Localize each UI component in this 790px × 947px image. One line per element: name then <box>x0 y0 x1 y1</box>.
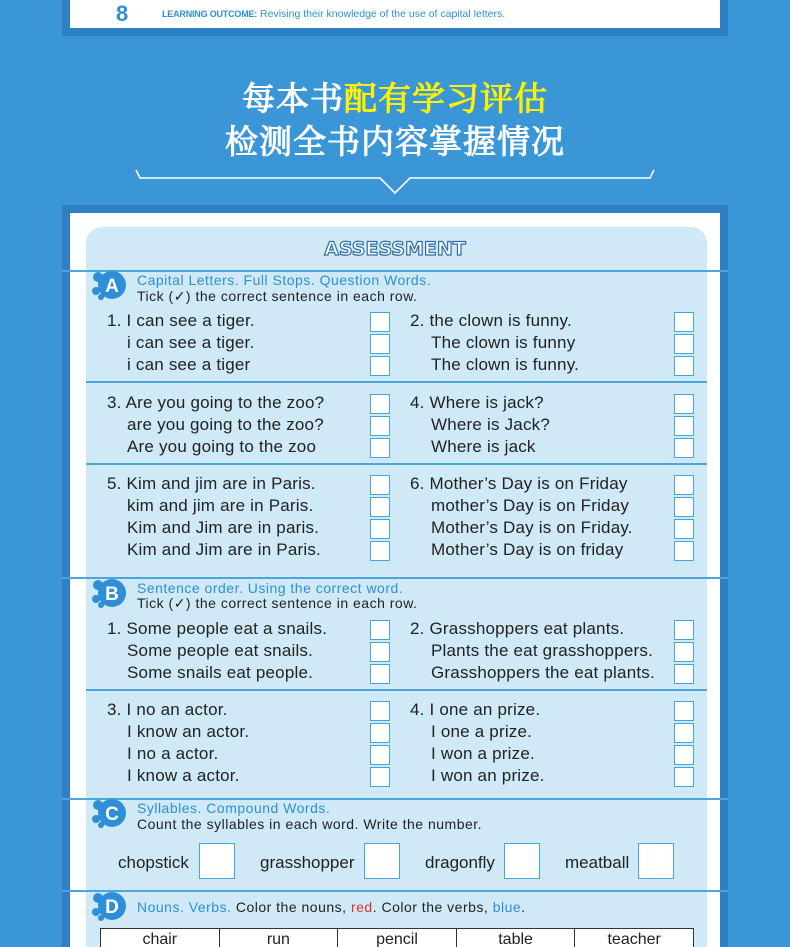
q5-option-4: Kim and Jim are in Paris. <box>127 540 321 559</box>
b4-checkbox-2[interactable] <box>674 723 694 743</box>
word-cell[interactable]: pencil <box>338 929 457 947</box>
badge-b-icon <box>90 575 128 609</box>
q4-option-3: Where is jack <box>431 437 536 456</box>
top-strip <box>62 0 728 36</box>
top-strip-inner <box>70 0 720 28</box>
b1-checkbox-1[interactable] <box>370 620 390 640</box>
chevron-divider-icon <box>134 166 656 196</box>
section-b-line <box>62 577 728 579</box>
question-1 <box>107 310 255 376</box>
page-number: 8 <box>116 1 129 26</box>
badge-d-icon <box>90 888 128 922</box>
svg-text:B: B <box>105 584 119 605</box>
section-a-title: Capital Letters. Full Stops. Question Words. <box>137 272 432 288</box>
word-cell[interactable]: run <box>220 929 339 947</box>
q4-option-2: Where is Jack? <box>431 415 551 434</box>
section-d-blue: blue <box>492 899 522 915</box>
word-cell[interactable]: table <box>457 929 576 947</box>
q5-checkbox-2[interactable] <box>370 497 390 517</box>
b4-checkbox-4[interactable] <box>674 767 694 787</box>
word-cell[interactable]: chair <box>101 929 220 947</box>
section-d-title: Nouns. Verbs. <box>137 899 232 915</box>
headline-part-a: 每本书 <box>242 79 344 118</box>
section-d-red: red <box>350 899 373 915</box>
b1-option-3: Some snails eat people. <box>127 663 314 682</box>
syllable-word-1: chopstick <box>118 853 189 872</box>
syllable-answer-1[interactable] <box>199 843 235 879</box>
q6-option-3: Mother’s Day is on Friday. <box>431 518 633 537</box>
q2-checkbox-2[interactable] <box>674 334 694 354</box>
b1-option-2: Some people eat snails. <box>127 641 314 660</box>
q2-option-3: The clown is funny. <box>431 355 580 374</box>
q4-checkbox-3[interactable] <box>674 438 694 458</box>
section-d-header <box>137 899 526 915</box>
q2-checkbox-1[interactable] <box>674 312 694 332</box>
b4-option-4: I won an prize. <box>431 766 545 785</box>
b3-option-1: 3. I no an actor. <box>107 700 228 719</box>
word-cell[interactable]: teacher <box>607 931 661 947</box>
b2-option-1: 2. Grasshoppers eat plants. <box>410 619 625 638</box>
badge-a-icon <box>90 267 128 301</box>
badge-c-icon <box>90 795 128 829</box>
learning-outcome-text: Revising their knowledge of the use of capital letters. <box>257 8 506 20</box>
syllable-answer-3[interactable] <box>504 843 540 879</box>
q3-option-1: 3. Are you going to the zoo? <box>107 393 325 412</box>
syllable-answer-4[interactable] <box>638 843 674 879</box>
svg-text:D: D <box>105 897 119 918</box>
headline-line-1 <box>0 73 790 120</box>
b2-option-3: Grasshoppers the eat plants. <box>431 663 655 682</box>
q1-option-1: 1. I can see a tiger. <box>107 311 255 330</box>
question-b3 <box>107 699 249 787</box>
q3-option-3: Are you going to the zoo <box>127 437 317 456</box>
learning-outcome <box>162 8 505 20</box>
headline-highlight: 配有学习评估 <box>344 79 548 118</box>
q1-checkbox-1[interactable] <box>370 312 390 332</box>
b2-checkbox-3[interactable] <box>674 664 694 684</box>
b3-checkbox-4[interactable] <box>370 767 390 787</box>
question-b1 <box>107 618 327 684</box>
question-5 <box>107 473 321 561</box>
b4-option-1: 4. I one an prize. <box>410 700 541 719</box>
section-d-text-c: . <box>521 899 526 915</box>
q6-checkbox-3[interactable] <box>674 519 694 539</box>
b4-option-2: I one a prize. <box>431 722 533 741</box>
row-divider <box>86 381 707 383</box>
q6-checkbox-4[interactable] <box>674 541 694 561</box>
q6-option-2: mother’s Day is on Friday <box>431 496 630 515</box>
assessment-title: ASSESSMENT <box>324 238 466 260</box>
q6-option-4: Mother’s Day is on friday <box>431 540 624 559</box>
q5-checkbox-3[interactable] <box>370 519 390 539</box>
b3-checkbox-3[interactable] <box>370 745 390 765</box>
q3-option-2: are you going to the zoo? <box>127 415 324 434</box>
b3-option-2: I know an actor. <box>127 722 250 741</box>
question-6 <box>410 473 633 561</box>
q1-checkbox-3[interactable] <box>370 356 390 376</box>
q1-option-2: i can see a tiger. <box>127 333 255 352</box>
q2-option-1: 2. the clown is funny. <box>410 311 572 330</box>
headline-line-2: 检测全书内容掌握情况 <box>225 122 565 161</box>
section-c-title: Syllables. Compound Words. <box>137 800 331 816</box>
section-d-line <box>62 890 728 892</box>
b3-option-4: I know a actor. <box>127 766 240 785</box>
question-3 <box>107 392 324 458</box>
q1-option-3: i can see a tiger <box>127 355 251 374</box>
q1-checkbox-2[interactable] <box>370 334 390 354</box>
section-d-text-a: Color the nouns, <box>231 899 351 915</box>
learning-outcome-label: LEARNING OUTCOME: <box>162 9 258 19</box>
section-b-title: Sentence order. Using the correct word. <box>137 580 404 596</box>
q4-checkbox-2[interactable] <box>674 416 694 436</box>
section-a-instructions: Tick (✓) the correct sentence in each row. <box>137 288 418 304</box>
q5-checkbox-1[interactable] <box>370 475 390 495</box>
q6-checkbox-2[interactable] <box>674 497 694 517</box>
q4-option-1: 4. Where is jack? <box>410 393 544 412</box>
q6-checkbox-1[interactable] <box>674 475 694 495</box>
row-divider <box>86 689 707 691</box>
b4-checkbox-1[interactable] <box>674 701 694 721</box>
row-divider <box>86 463 707 465</box>
section-d-text-b: . Color the verbs, <box>372 899 493 915</box>
q5-option-3: Kim and Jim are in paris. <box>127 518 320 537</box>
q3-checkbox-3[interactable] <box>370 438 390 458</box>
b1-checkbox-3[interactable] <box>370 664 390 684</box>
q4-checkbox-1[interactable] <box>674 394 694 414</box>
q6-option-1: 6. Mother’s Day is on Friday <box>410 474 628 493</box>
syllable-word-4: meatball <box>565 853 630 872</box>
question-4 <box>410 392 550 458</box>
b3-option-3: I no a actor. <box>127 744 219 763</box>
q5-checkbox-4[interactable] <box>370 541 390 561</box>
section-b-instructions: Tick (✓) the correct sentence in each row. <box>137 595 418 611</box>
b3-checkbox-2[interactable] <box>370 723 390 743</box>
section-c-instructions: Count the syllables in each word. Write the number. <box>137 816 483 832</box>
syllable-answer-2[interactable] <box>364 843 400 879</box>
q3-checkbox-1[interactable] <box>370 394 390 414</box>
question-2 <box>410 310 579 376</box>
b3-checkbox-1[interactable] <box>370 701 390 721</box>
svg-text:C: C <box>105 804 119 825</box>
question-b4 <box>410 699 545 787</box>
b1-option-1: 1. Some people eat a snails. <box>107 619 328 638</box>
b4-checkbox-3[interactable] <box>674 745 694 765</box>
b4-option-3: I won a prize. <box>431 744 535 763</box>
syllable-word-2: grasshopper <box>260 853 355 872</box>
b2-checkbox-1[interactable] <box>674 620 694 640</box>
question-b2 <box>410 618 655 684</box>
svg-text:A: A <box>105 276 119 297</box>
b2-checkbox-2[interactable] <box>674 642 694 662</box>
q2-option-2: The clown is funny <box>431 333 576 352</box>
b2-option-2: Plants the eat grasshoppers. <box>431 641 654 660</box>
q5-option-1: 5. Kim and jim are in Paris. <box>107 474 316 493</box>
q3-checkbox-2[interactable] <box>370 416 390 436</box>
q5-option-2: kim and jim are in Paris. <box>127 496 314 515</box>
syllable-word-3: dragonfly <box>425 853 495 872</box>
noun-verb-table <box>100 928 694 947</box>
b1-checkbox-2[interactable] <box>370 642 390 662</box>
q2-checkbox-3[interactable] <box>674 356 694 376</box>
